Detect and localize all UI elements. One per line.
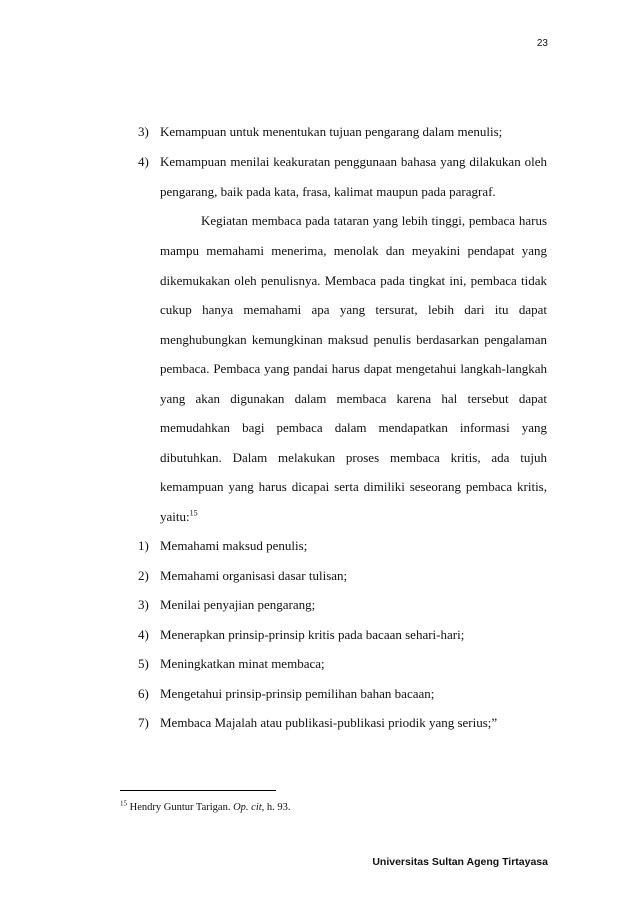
paragraph-line: pembaca. Pembaca yang pandai harus dapat mengetahui langkah-langkah (160, 361, 547, 376)
list-item-text: Memahami organisasi dasar tulisan; (160, 568, 348, 583)
list-item-text: Memahami maksud penulis; (160, 538, 308, 553)
list-item-number: 4) (138, 627, 149, 642)
list-item-text: Membaca Majalah atau publikasi-publikasi priodik yang serius;” (160, 715, 498, 730)
footnote-reference: 15 (189, 508, 198, 518)
list-item-text: Kemampuan menilai keakuratan penggunaan bahasa yang dilakukan oleh (160, 154, 547, 169)
list-item-number: 3) (138, 124, 149, 139)
paragraph-line: yaitu: (160, 509, 190, 524)
footnote-divider (120, 790, 276, 791)
list-item-text: Menerapkan prinsip-prinsip kritis pada bacaan sehari-hari; (160, 627, 465, 642)
footnote-number: 15 (120, 799, 127, 808)
page-number: 23 (536, 38, 548, 49)
paragraph-line: yang akan digunakan dalam membaca karena hal tersebut dapat (160, 391, 547, 406)
list-item-number: 4) (138, 154, 149, 169)
list-item-number: 1) (138, 538, 149, 553)
footnote (120, 799, 291, 813)
list-item-text: Meningkatkan minat membaca; (160, 656, 325, 671)
footnote-author: Hendry Guntur Tarigan. (129, 802, 231, 813)
paragraph-line: cukup hanya memahami apa yang tersurat, lebih dari itu dapat (160, 302, 547, 317)
footnote-page: , h. 93. (261, 802, 291, 813)
paragraph-line: memudahkan bagi pembaca dalam mendapatkan informasi yang (160, 420, 547, 435)
paragraph-line: kemampuan yang harus dicapai serta dimiliki seseorang pembaca kritis, (160, 479, 547, 494)
list-item-text: Menilai penyajian pengarang; (160, 597, 316, 612)
paragraph-line: dibutuhkan. Dalam melakukan proses membaca kritis, ada tujuh (160, 450, 547, 465)
list-item-number: 6) (138, 686, 149, 701)
list-item-text: Mengetahui prinsip-prinsip pemilihan bahan bacaan; (160, 686, 435, 701)
paragraph-line: dikemukakan oleh penulisnya. Membaca pada tingkat ini, pembaca tidak (160, 273, 547, 288)
list-item-number: 5) (138, 656, 149, 671)
list-item-number: 7) (138, 715, 149, 730)
footnote-work: Op. cit (233, 802, 262, 813)
paragraph-line: menghubungkan kemungkinan maksud penulis berdasarkan pengalaman (160, 332, 547, 347)
list-item-number: 2) (138, 568, 149, 583)
list-item-text: pengarang, baik pada kata, frasa, kalimat maupun pada paragraf. (160, 184, 496, 199)
list-item-text: Kemampuan untuk menentukan tujuan pengarang dalam menulis; (160, 124, 503, 139)
paragraph-line: mampu memahami menerima, menolak dan meyakini pendapat yang (160, 243, 547, 258)
footer-institution: Universitas Sultan Ageng Tirtayasa (372, 856, 548, 868)
paragraph-line: Kegiatan membaca pada tataran yang lebih tinggi, pembaca harus (201, 213, 547, 228)
list-item-number: 3) (138, 597, 149, 612)
paragraph-last-line (160, 509, 198, 525)
